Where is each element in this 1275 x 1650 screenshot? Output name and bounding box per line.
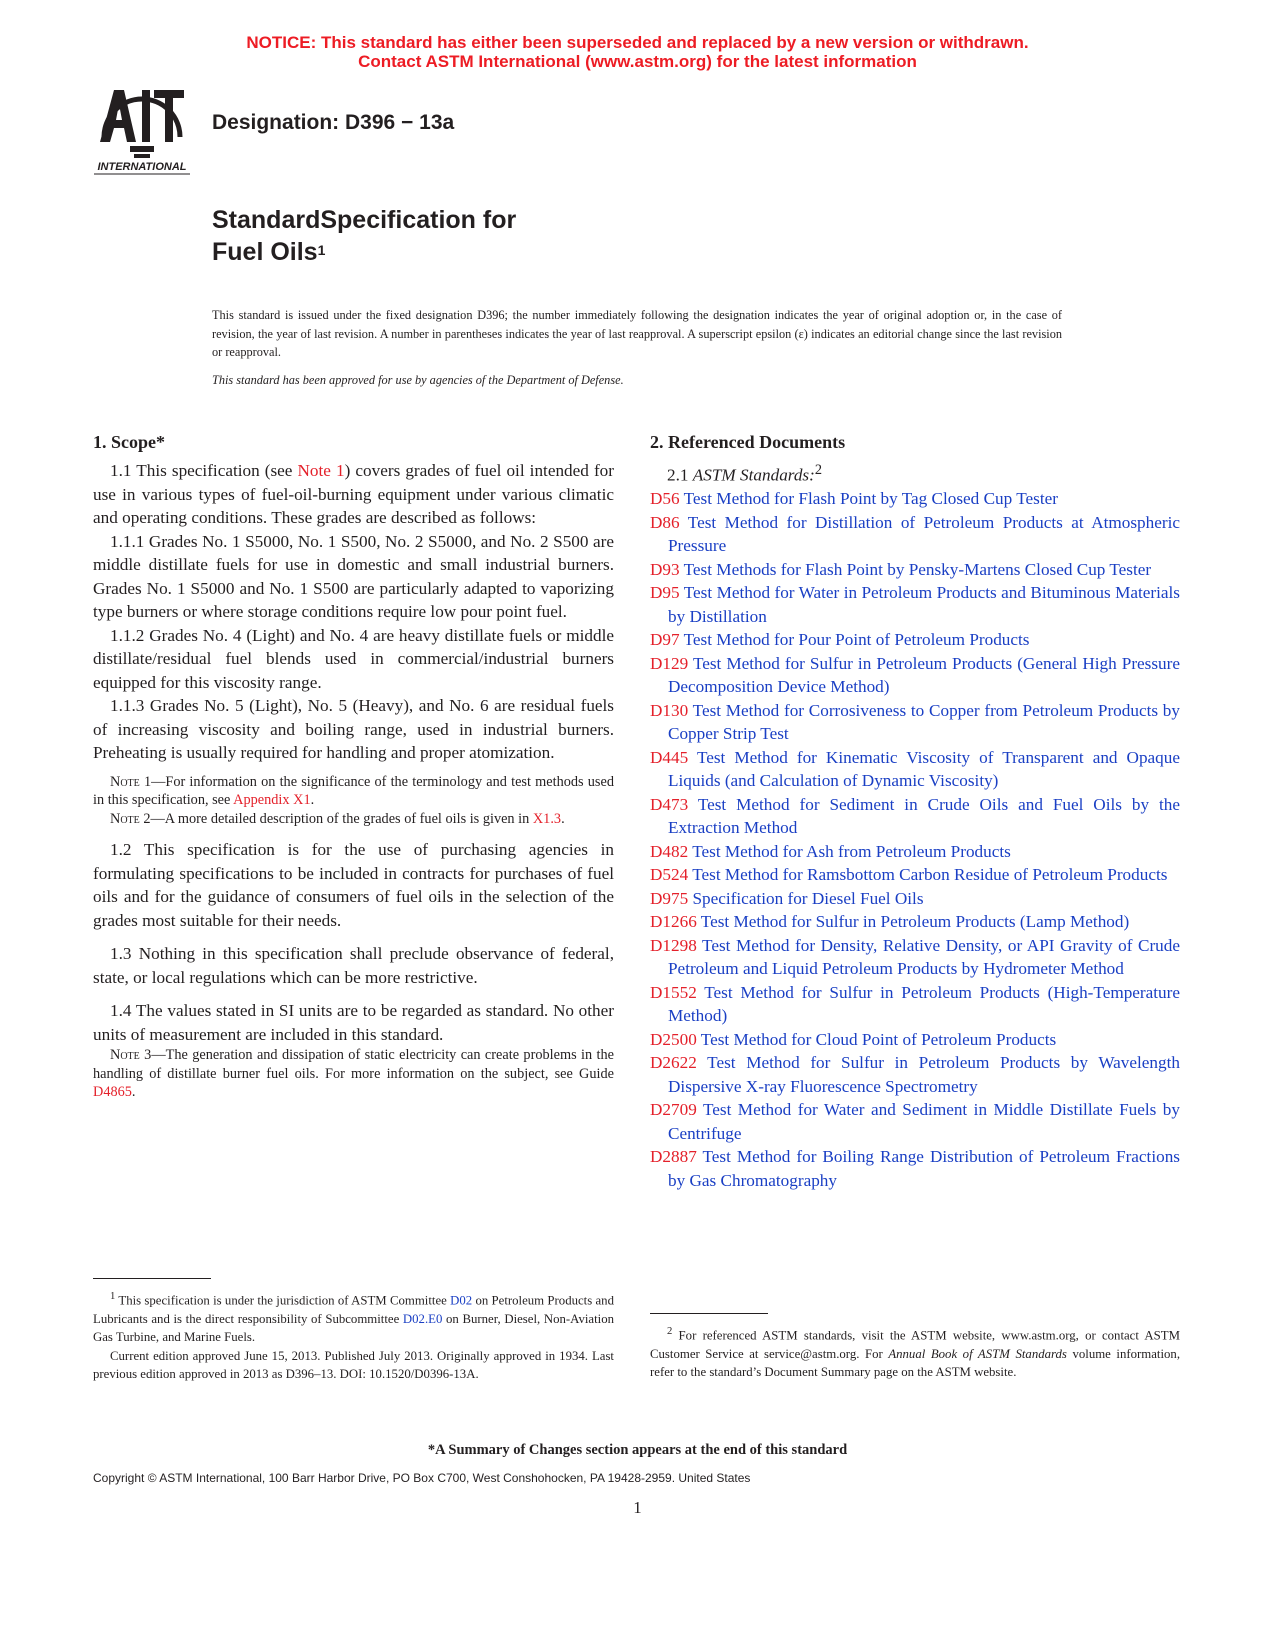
reference-code[interactable]: D97: [650, 630, 680, 650]
reference-item[interactable]: [650, 746, 1180, 793]
x1-3-link[interactable]: X1.3: [532, 810, 562, 827]
reference-title[interactable]: Test Method for Boiling Range Distribution of Petroleum Fractions by Gas Chromatography: [668, 1147, 1180, 1190]
reference-title[interactable]: Test Method for Sulfur in Petroleum Products by Wavelength Dispersive X-ray Fluorescence Spectrometry: [668, 1053, 1180, 1096]
reference-item[interactable]: [650, 628, 1180, 652]
reference-item[interactable]: [650, 1145, 1180, 1192]
reference-item[interactable]: [650, 863, 1180, 887]
reference-title[interactable]: Test Method for Density, Relative Density, or API Gravity of Crude Petroleum and Liquid Petroleum Products by Hydrometer Method: [668, 935, 1180, 979]
title-footnote-ref[interactable]: 1: [317, 242, 326, 258]
reference-code[interactable]: D524: [650, 865, 689, 885]
reference-title[interactable]: Test Method for Sulfur in Petroleum Products (High-Temperature Method): [668, 982, 1180, 1026]
d4865-link[interactable]: D4865: [93, 1084, 132, 1100]
reference-item[interactable]: [650, 981, 1180, 1028]
reference-code[interactable]: D473: [650, 794, 689, 814]
astm-standards-subheading: 2.1 ASTM Standards:$^2$: [667, 462, 823, 485]
reference-item[interactable]: [650, 793, 1180, 840]
reference-title[interactable]: Specification for Diesel Fuel Oils: [692, 888, 924, 908]
preamble: This standard is issued under the fixed designation D396; the number immediately following the designation indicates the year of original adoption or, in the case of revision, the year of last revision. A number in parentheses indicates the year of last reapproval. A superscript epsilon (ε) indicates an editorial change since the last revision or reapproval.: [212, 308, 1062, 359]
scope-1-1-3: 1.1.3 Grades No. 5 (Light), No. 5 (Heavy), and No. 6 are residual fuels of increasing viscosity and boiling range, used in industrial burners. Preheating is usually required for handling and proper atomization.: [93, 696, 614, 762]
scope-1-2: 1.2 This specification is for the use of purchasing agencies in formulating specifications to be included in contracts for purchases of fuel oils and for the guidance of consumers of fuel oils in the selection of the grades most suitable for their needs.: [93, 840, 614, 930]
reference-title[interactable]: Test Method for Sediment in Crude Oils and Fuel Oils by the Extraction Method: [668, 794, 1180, 838]
reference-item[interactable]: [650, 581, 1180, 628]
notice-line-2: Contact ASTM International (www.astm.org) for the latest information: [358, 52, 917, 71]
references-heading: 2. Referenced Documents: [650, 432, 846, 452]
reference-code[interactable]: D130: [650, 700, 689, 720]
reference-code[interactable]: D95: [650, 583, 680, 603]
reference-title[interactable]: Test Method for Sulfur in Petroleum Products (General High Pressure Decomposition Device Method): [668, 653, 1180, 697]
scope-1-1-1: 1.1.1 Grades No. 1 S5000, No. 1 S500, No. 2 S5000, and No. 2 S500 are middle distillate fuels for use in domestic and small industrial burners. Grades No. 1 S5000 and No. 1 S500 are particularly adapted to vaporizing type burners or where storage conditions require low pour point fuel.: [93, 531, 614, 621]
reference-title[interactable]: Test Method for Water in Petroleum Products and Bituminous Materials by Distillation: [668, 583, 1180, 626]
reference-item[interactable]: [650, 487, 1180, 511]
summary-of-changes-note: *A Summary of Changes section appears at the end of this standard: [427, 1442, 848, 1458]
reference-code[interactable]: D2887: [650, 1147, 697, 1167]
reference-title[interactable]: Test Method for Distillation of Petroleum Products at Atmospheric Pressure: [668, 512, 1180, 556]
note-3: Note 3—The generation and dissipation of static electricity can create problems in the handling of distillate burner fuel oils. For more information on the subject, see Guide D4865.: [93, 1047, 614, 1100]
reference-item[interactable]: [650, 934, 1180, 981]
page-number: 1: [633, 1498, 642, 1517]
withdrawal-notice: [0, 33, 1275, 71]
reference-title[interactable]: Test Method for Ash from Petroleum Products: [692, 841, 1011, 861]
reference-item[interactable]: [650, 1028, 1180, 1052]
scope-heading: 1. Scope*: [93, 432, 165, 452]
note-2: Note 2—A more detailed description of the grades of fuel oils is given in X1.3.: [110, 810, 565, 827]
scope-1-1: 1.1 This specification (see Note 1) covers grades of fuel oil intended for use in various types of fuel-oil-burning equipment under various climatic and operating conditions. These grades are described as follows:: [93, 461, 614, 527]
document-title: [212, 204, 516, 268]
reference-code[interactable]: D93: [650, 559, 680, 579]
footnote-1-para-1: $^1$ This specification is under the jurisdiction of ASTM Committee D02 on Petroleum Products and Lubricants and is the direct responsibility of Subcommittee D02.E0 on Burner, Diesel, Non-Aviation Gas Turbine, and Marine Fuels.: [93, 1291, 614, 1345]
reference-code[interactable]: D1552: [650, 982, 697, 1002]
reference-title[interactable]: Test Method for Kinematic Viscosity of Transparent and Opaque Liquids (and Calculation of Dynamic Viscosity): [668, 747, 1180, 791]
title-line-1: StandardSpecification for: [212, 206, 517, 234]
note-1: Note 1—For information on the significance of the terminology and test methods used in this specification, see Appendix X1.: [93, 773, 614, 808]
reference-code[interactable]: D1266: [650, 912, 697, 932]
reference-title[interactable]: Test Method for Corrosiveness to Copper from Petroleum Products by Copper Strip Test: [668, 700, 1180, 744]
reference-title[interactable]: Test Method for Flash Point by Tag Closed Cup Tester: [683, 489, 1058, 509]
reference-code[interactable]: D975: [650, 888, 689, 908]
reference-list: [650, 487, 1180, 1192]
note-1-link[interactable]: Note 1: [297, 461, 345, 480]
dod-approval-note: This standard has been approved for use by agencies of the Department of Defense.: [212, 373, 624, 387]
footnote-2-ref[interactable]: 2: [814, 462, 823, 478]
reference-item[interactable]: [650, 1051, 1180, 1098]
reference-item[interactable]: [650, 699, 1180, 746]
reference-item[interactable]: [650, 840, 1180, 864]
referenced-documents-section: [650, 430, 1180, 1192]
footnote-2: $^2$ For referenced ASTM standards, visit the ASTM website, www.astm.org, or contact ASTM Customer Service at service@astm.org. For Annual Book of ASTM Standards volume information, refer to the standard’s Document Summary page on the ASTM website.: [650, 1326, 1181, 1380]
appendix-x1-link[interactable]: Appendix X1: [233, 792, 311, 808]
reference-code[interactable]: D2500: [650, 1029, 697, 1049]
footnote-1-para-2: Current edition approved June 15, 2013. Published July 2013. Originally approved in 1934. Last previous edition approved in 2013 as D396–13. DOI: 10.1520/D0396-13A.: [93, 1348, 614, 1382]
footnote-rule-left: [93, 1278, 211, 1279]
footnote-rule-right: [650, 1313, 768, 1314]
reference-title[interactable]: Test Method for Water and Sediment in Middle Distillate Fuels by Centrifuge: [668, 1100, 1180, 1143]
reference-code[interactable]: D482: [650, 841, 689, 861]
d02-e0-link[interactable]: D02.E0: [402, 1311, 443, 1326]
scope-section: [93, 430, 614, 1102]
reference-code[interactable]: D2709: [650, 1100, 697, 1120]
reference-code[interactable]: D2622: [650, 1053, 697, 1073]
reference-title[interactable]: Test Methods for Flash Point by Pensky-Martens Closed Cup Tester: [683, 559, 1152, 579]
notice-line-1: NOTICE: This standard has either been superseded and replaced by a new version or withdrawn.: [246, 33, 1029, 52]
logo-text: INTERNATIONAL: [97, 161, 187, 173]
reference-title[interactable]: Test Method for Sulfur in Petroleum Products (Lamp Method): [700, 912, 1130, 932]
reference-code[interactable]: D129: [650, 653, 689, 673]
reference-code[interactable]: D445: [650, 747, 689, 767]
footnote-1: [93, 1288, 614, 1384]
astm-logo: [92, 82, 192, 178]
scope-1-3: 1.3 Nothing in this specification shall preclude observance of federal, state, or local regulations which can be more restrictive.: [93, 944, 614, 987]
reference-title[interactable]: Test Method for Pour Point of Petroleum Products: [683, 630, 1030, 650]
title-line-2: Fuel Oils$^1$: [212, 238, 326, 266]
reference-item[interactable]: [650, 652, 1180, 699]
d02-link[interactable]: D02: [450, 1293, 473, 1308]
reference-code[interactable]: D86: [650, 512, 680, 532]
designation: Designation: D396 − 13a: [212, 111, 455, 134]
reference-item[interactable]: [650, 558, 1180, 582]
reference-item[interactable]: [650, 1098, 1180, 1145]
copyright: Copyright © ASTM International, 100 Barr Harbor Drive, PO Box C700, West Conshohocken, PA 19428-2959. United States: [93, 1471, 751, 1485]
scope-1-1-2: 1.1.2 Grades No. 4 (Light) and No. 4 are heavy distillate fuels or middle distillate/residual fuel blends used in commercial/industrial burners equipped for this viscosity range.: [93, 625, 614, 692]
reference-title[interactable]: Test Method for Ramsbottom Carbon Residue of Petroleum Products: [692, 865, 1168, 885]
reference-item[interactable]: [650, 887, 1180, 911]
reference-title[interactable]: Test Method for Cloud Point of Petroleum Products: [700, 1029, 1057, 1049]
reference-item[interactable]: [650, 910, 1180, 934]
reference-code[interactable]: D56: [650, 489, 680, 509]
reference-code[interactable]: D1298: [650, 935, 697, 955]
reference-item[interactable]: [650, 511, 1180, 558]
scope-1-4: 1.4 The values stated in SI units are to be regarded as standard. No other units of measurement are included in this standard.: [93, 1001, 614, 1044]
